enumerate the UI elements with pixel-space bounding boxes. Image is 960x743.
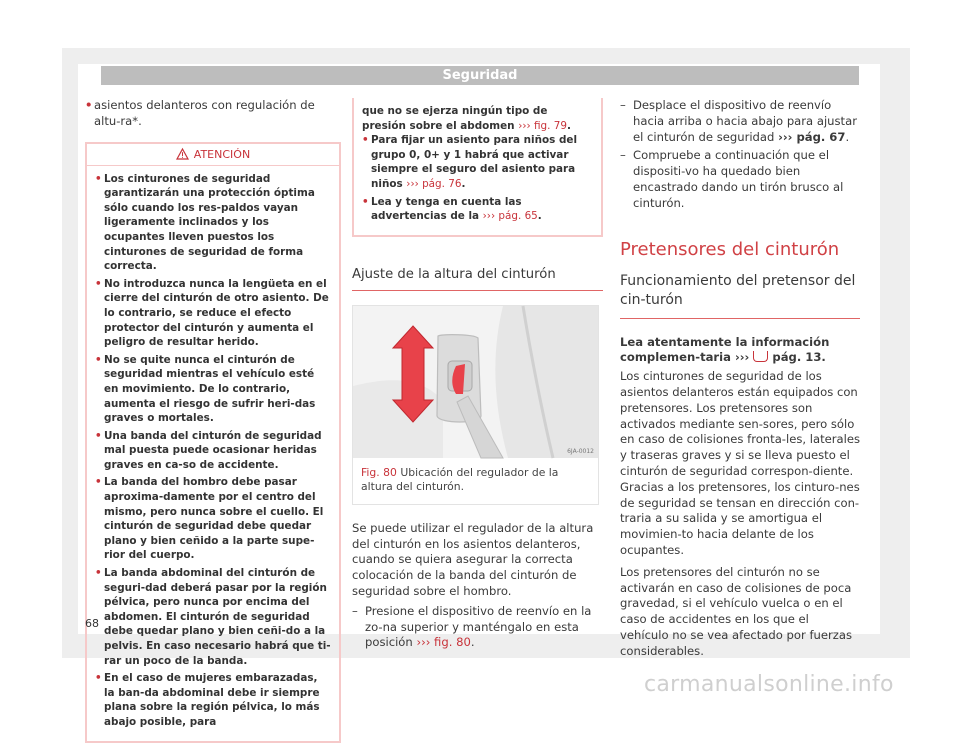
figure-80 <box>352 305 599 505</box>
page-65-link[interactable]: ››› pág. 65 <box>482 210 538 223</box>
warning-title: ATENCIÓN <box>193 147 251 161</box>
warning-continued-text: que no se ejerza ningún tipo de presión sobre el abdomen ››› fig. 79. <box>362 105 571 132</box>
warning-box <box>85 142 341 743</box>
warning-continued-list <box>354 98 601 235</box>
warning-item: • Lea y tenga en cuenta las advertencias de la ››› pág. 65. <box>362 195 593 224</box>
warning-header <box>87 144 339 166</box>
step-1: – Presione el dispositivo de reenvío en la zo-na superior y manténgalo en esta posición ››› fig. 80. <box>352 604 603 651</box>
figure-caption: Fig. 80 Ubicación del regulador de la altura del cinturón. <box>361 465 559 494</box>
warning-triangle-icon <box>176 146 189 168</box>
column-right <box>620 98 860 660</box>
fig-80-link[interactable]: ››› fig. 80 <box>416 635 471 650</box>
page-67-link[interactable]: ››› pág. 67 <box>778 129 846 144</box>
body-paragraph: Se puede utilizar el regulador de la altura del cinturón en los asientos delanteros, cuando se quiera asegurar la correcta colocación de la banda del cinturón de seguridad sobre el hombro. <box>352 520 594 598</box>
subsection-title: Funcionamiento del pretensor del cin-turón <box>620 272 860 319</box>
figure-code: 6JA-0012 <box>567 447 594 455</box>
chapter-title: Pretensores del cinturón <box>620 238 840 260</box>
warning-item: • La banda abdominal del cinturón de seguri-dad deberá pasar por la región pélvica, pero nunca por encima del abdomen. El cinturón de seguridad debe quedar plano y bien ceñi-do a la pelvis. En caso necesario habrá que ti-rar un poco de la banda. <box>95 566 331 668</box>
column-left <box>85 98 341 743</box>
body-paragraph: Los cinturones de seguridad de los asientos delanteros están equipados con pretensores. Los pretensores son activados mediante sen-sores, pero sólo en caso de colisiones fronta-les, laterales y traseras graves y si se lleva puesto el cinturón de seguridad correspon-diente. Gracias a los pretensores, los cinturo-nes de seguridad se tensan en dirección con-traria a su salida y se amortigua el movimien-to hacia delante de los ocupantes. <box>620 369 861 557</box>
page-number: 68 <box>85 617 99 630</box>
warning-box-continued <box>352 98 603 237</box>
warning-list <box>87 166 339 741</box>
fig-79-link[interactable]: ››› fig. 79 <box>518 119 567 132</box>
warning-item: • No introduzca nunca la lengüeta en el cierre del cinturón de otro asiento. De lo contrario, se reduce el efecto protector del cinturón y aumenta el peligro de resultar herido. <box>95 277 331 350</box>
step-3: – Compruebe a continuación que el dispositi-vo ha quedado bien encastrado dando un tirón brusco al cinturón. <box>620 148 860 211</box>
section-title: Ajuste de la altura del cinturón <box>352 267 603 291</box>
body-paragraph: Los pretensores del cinturón no se activarán en caso de colisiones de poca gravedad, si el vehículo vuelca o en el caso de accidentes en los que el vehículo no se vea afectado por fuerzas considerables. <box>620 564 852 658</box>
step-2: – Desplace el dispositivo de reenvío hacia arriba o hacia abajo para ajustar el cinturón de seguridad ››› pág. 67. <box>620 98 860 145</box>
page-header: Seguridad <box>101 66 859 85</box>
page-13-link[interactable]: pág. 13 <box>772 350 822 365</box>
warning-item: • En el caso de mujeres embarazadas, la ban-da abdominal debe ir siempre plana sobre la región pélvica, lo más abajo posible, para <box>95 671 331 729</box>
watermark: carmanualsonline.info <box>644 672 894 697</box>
intro-bullet: • asientos delanteros con regulación de altu-ra*. <box>85 98 341 130</box>
page-76-link[interactable]: ››› pág. 76 <box>406 177 462 190</box>
warning-item: • Para fijar un asiento para niños del grupo 0, 0+ y 1 habrá que activar siempre el seguro del asiento para niños ››› pág. 76. <box>362 133 593 191</box>
figure-number: Fig. 80 <box>361 465 397 479</box>
warning-item: • Los cinturones de seguridad garantizarán una protección óptima sólo cuando los res-paldos vayan ligeramente inclinados y los ocupantes lleven puestos los cinturones de seguridad de forma correcta. <box>95 172 331 274</box>
book-icon <box>753 351 768 362</box>
belt-height-adjuster-illustration <box>353 306 598 458</box>
column-middle <box>352 98 603 651</box>
warning-item: • La banda del hombro debe pasar aproxima-damente por el centro del mismo, pero nunca sobre el cuello. El cinturón de seguridad debe quedar plano y bien ceñido a la parte supe-rior del cuerpo. <box>95 475 331 563</box>
warning-item: • No se quite nunca el cinturón de seguridad mientras el vehículo esté en movimiento. De lo contrario, aumenta el riesgo de sufrir heri-das graves o mortales. <box>95 353 331 426</box>
warning-item: • Una banda del cinturón de seguridad mal puesta puede ocasionar heridas graves en ca-so de accidente. <box>95 429 331 473</box>
lead-note: Lea atentamente la información complemen-taria ››› pág. 13. <box>620 334 830 365</box>
